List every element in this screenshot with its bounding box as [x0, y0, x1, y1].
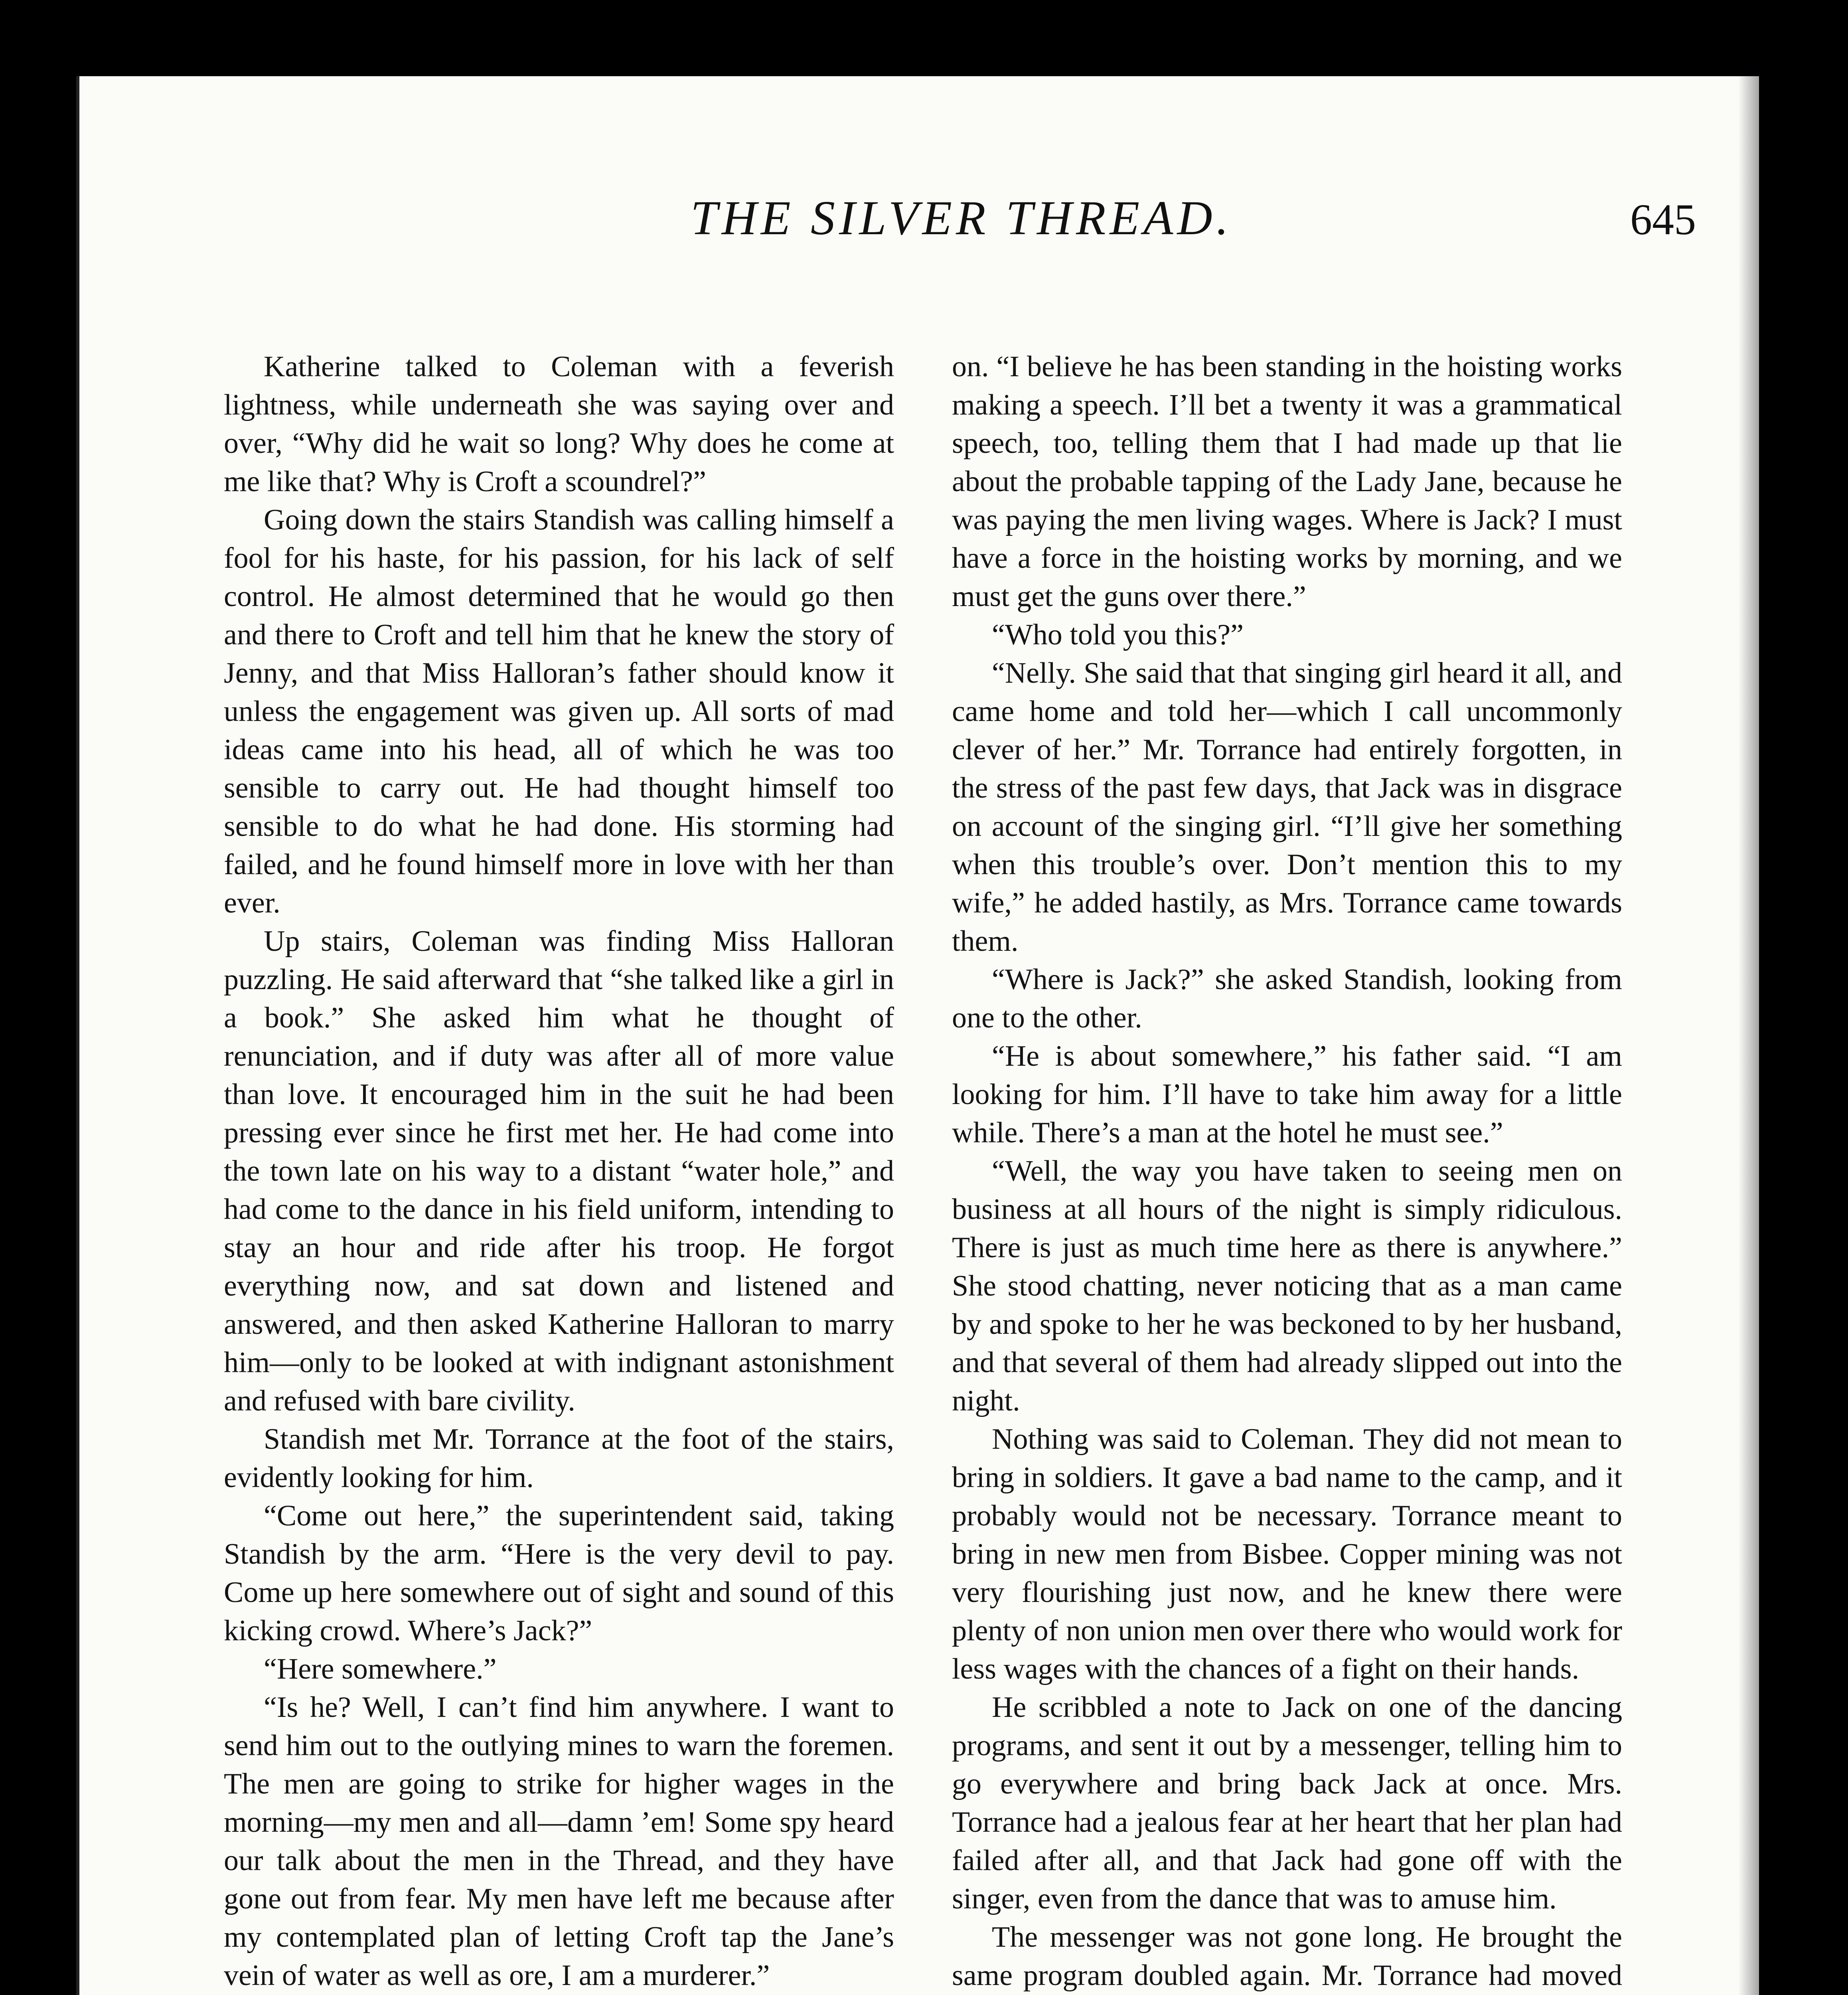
- paragraph: “Come out here,” the superintendent said, taking Standish by the arm. “Here is the very devil to pay. Come up here somewhere out of sight and sound of this kicking crowd. Where’s Jack?”: [224, 1499, 894, 1647]
- running-header: [623, 190, 1696, 262]
- paragraph: Going down the stairs Standish was calling himself a fool for his haste, for his passion, for his lack of self control. He almost determined that he would go then and there to Croft and tell him that he knew the story of Jenny, and that Miss Halloran’s father should know it unless the engagement was given up. All sorts of mad ideas came into his head, all of which he was too sensible to carry out. He had thought himself too sensible to do what he had done. His storming had failed, and he found himself more in love with her than ever.: [224, 504, 894, 919]
- paragraph: “Is he? Well, I can’t find him anywhere. I want to send him out to the outlying mines to warn the foremen. The men are going to strike for higher wages in the morning—my men and all—damn ’em! Some spy heard our talk about the men in the Thread, and they have gone out from fear. My men have left me because after my contemplated plan of letting Croft tap the Jane’s vein of water as well as ore, I am a murderer.”: [224, 1691, 894, 1992]
- paragraph: “He is about somewhere,” his father said. “I am looking for him. I’ll have to take him away for a little while. There’s a man at the hotel he must see.”: [952, 1040, 1622, 1149]
- paragraph: Nothing was said to Coleman. They did not mean to bring in soldiers. It gave a bad name to the camp, and it probably would not be necessary. Torrance meant to bring in new men from Bisbee. Copper mining was not very flourishing just now, and he knew there were plenty of non union men over there who would work for less wages with the chances of a fight on their hands.: [952, 1423, 1622, 1685]
- paragraph: “Well, the way you have taken to seeing men on business at all hours of the night is simply ridiculous. There is just as much time here as there is anywhere.” She stood chatting, never noticing that as a man came by and spoke to her he was beckoned to by her husband, and that several of them had already slipped out into the night.: [952, 1155, 1622, 1417]
- paragraph: “Where is Jack?” she asked Standish, looking from one to the other.: [952, 963, 1622, 1034]
- right-column: [952, 348, 1622, 1995]
- page-number: 645: [1630, 195, 1696, 244]
- paragraph: Katherine talked to Coleman with a feverish lightness, while underneath she was saying over and over, “Why did he wait so long? Why does he come at me like that? Why is Croft a scoundrel?”: [224, 350, 894, 498]
- paragraph: Up stairs, Coleman was finding Miss Halloran puzzling. He said afterward that “she talked like a girl in a book.” She asked him what he thought of renunciation, and if duty was after all of more value than love. It encouraged him in the suit he had been pressing ever since he first met her. He had come into the town late on his way to a distant “water hole,” and had come to the dance in his field uniform, intending to stay an hour and ride after his troop. He forgot everything now, and sat down and listened and answered, and then asked Katherine Halloran to marry him—only to be looked at with indignant astonishment and refused with bare civility.: [224, 925, 894, 1417]
- left-column: [224, 348, 894, 1995]
- page-left-edge: [76, 76, 79, 1995]
- paragraph: “Who told you this?”: [992, 618, 1244, 651]
- magazine-page: [76, 76, 1759, 1995]
- paragraph: He scribbled a note to Jack on one of the dancing programs, and sent it out by a messenger, telling him to go everywhere and bring back Jack at once. Mrs. Torrance had a jealous fear at her heart that her plan had failed after all, and that Jack had gone off with the singer, even from the dance that was to amuse him.: [952, 1691, 1622, 1915]
- running-title: THE SILVER THREAD.: [691, 191, 1233, 245]
- paragraph: The messenger was not gone long. He brought the same program doubled again. Mr. Torrance had moved: [952, 1921, 1622, 1992]
- paragraph-continuation: on. “I believe he has been standing in the hoisting works making a speech. I’ll bet a twenty it was a grammatical speech, too, telling them that I had made up that lie about the probable tapping of the Lady Jane, because he was paying the men living wages. Where is Jack? I must have a force in the hoisting works by morning, and we must get the guns over there.”: [952, 350, 1622, 613]
- paragraph: Standish met Mr. Torrance at the foot of the stairs, evidently looking for him.: [224, 1423, 894, 1494]
- paragraph: “Here somewhere.”: [264, 1653, 497, 1685]
- page-right-shadow: [1738, 76, 1759, 1995]
- paragraph: “Nelly. She said that that singing girl heard it all, and came home and told her—which I call uncommonly clever of her.” Mr. Torrance had entirely forgotten, in the stress of the past few days, that Jack was in disgrace on account of the singing girl. “I’ll give her something when this trouble’s over. Don’t mention this to my wife,” he added hastily, as Mrs. Torrance came towards them.: [952, 657, 1622, 958]
